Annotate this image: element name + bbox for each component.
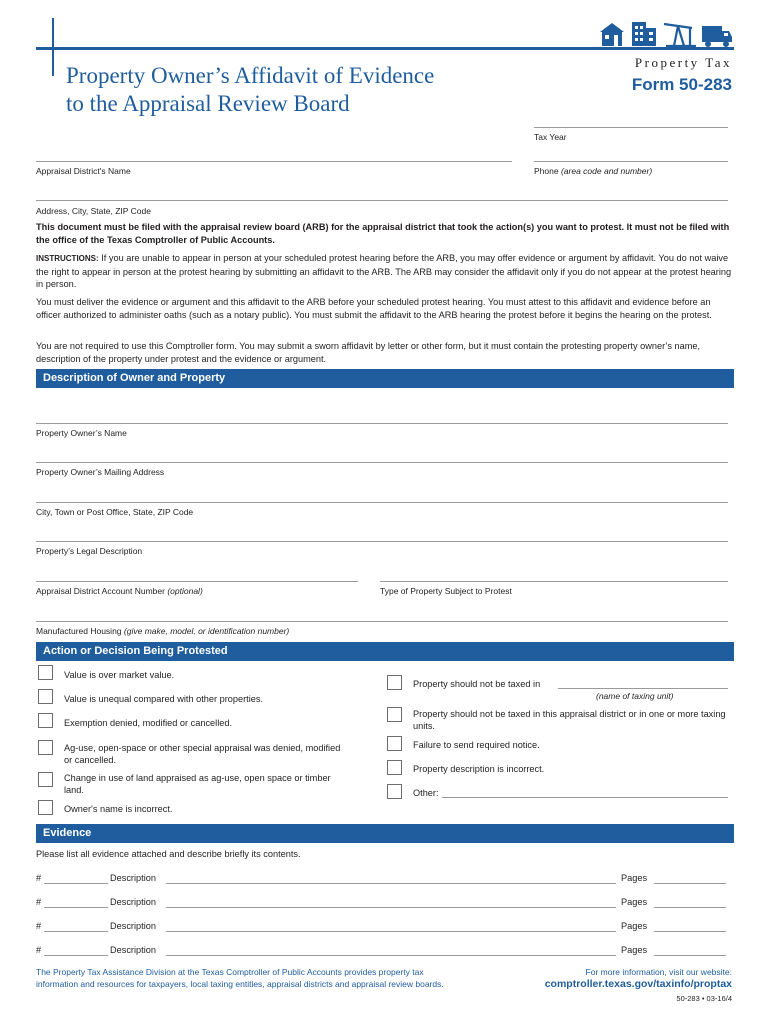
building-icon — [632, 22, 656, 46]
checkbox-not-taxed-in[interactable] — [387, 675, 402, 690]
footer-website-label: For more information, visit our website: — [585, 967, 732, 977]
house-icon — [600, 23, 624, 46]
city-state-zip-field[interactable] — [36, 502, 728, 503]
evidence-number-label: # — [36, 945, 42, 955]
checkbox-change-in-use[interactable] — [38, 772, 53, 787]
evidence-number-label: # — [36, 921, 42, 931]
manufactured-housing-label — [36, 626, 289, 636]
phone-field[interactable] — [534, 161, 728, 162]
evidence-description-field[interactable] — [166, 931, 616, 932]
checkbox-description-incorrect[interactable] — [387, 760, 402, 775]
oil-pump-icon — [664, 24, 696, 46]
form-category: Property Tax — [634, 55, 732, 70]
evidence-pages-field[interactable] — [654, 907, 726, 908]
checkbox-special-appraisal[interactable] — [38, 740, 53, 755]
option-owner-name-incorrect: Owner's name is incorrect. — [64, 804, 173, 814]
taxing-unit-field[interactable] — [558, 688, 728, 689]
evidence-pages-label: Pages — [621, 921, 648, 931]
evidence-pages-label: Pages — [621, 897, 648, 907]
legal-description-label: Property’s Legal Description — [36, 546, 143, 556]
section-owner-property-header — [36, 369, 734, 388]
checkbox-over-market-value[interactable] — [38, 665, 53, 680]
evidence-intro: Please list all evidence attached and describe briefly its contents. — [36, 849, 301, 859]
checkbox-other[interactable] — [387, 784, 402, 799]
evidence-row — [36, 872, 734, 886]
option-description-incorrect: Property description is incorrect. — [413, 764, 545, 774]
section-owner-property-title: Description of Owner and Property — [43, 372, 226, 384]
property-type-field[interactable] — [380, 581, 728, 582]
evidence-pages-label: Pages — [621, 945, 648, 955]
form-number: Form 50-283 — [631, 75, 732, 94]
owner-name-field[interactable] — [36, 423, 728, 424]
city-state-zip-label: City, Town or Post Office, State, ZIP Code — [36, 507, 194, 517]
evidence-description-label: Description — [110, 921, 156, 931]
evidence-number-field[interactable] — [44, 883, 108, 884]
account-number-label-text: Appraisal District Account Number — [36, 586, 165, 596]
tax-year-label: Tax Year — [534, 132, 567, 142]
footer-website — [545, 966, 732, 990]
address-field[interactable] — [36, 200, 728, 201]
phone-label — [534, 166, 652, 176]
evidence-row — [36, 920, 734, 934]
title-line-1: Property Owner’s Affidavit of Evidence — [66, 63, 435, 88]
section-action-header — [36, 642, 734, 661]
evidence-pages-field[interactable] — [654, 955, 726, 956]
evidence-number-label: # — [36, 897, 42, 907]
checkbox-not-taxed-district[interactable] — [387, 707, 402, 722]
evidence-description-label: Description — [110, 873, 156, 883]
optional-form-paragraph: You are not required to use this Comptroller form. You may submit a sworn affidavit by letter or other form, but it must contain the protesting property owner’s name, description of the property under protest and the evidence or argument. — [36, 341, 701, 364]
section-action-title: Action or Decision Being Protested — [43, 645, 228, 657]
evidence-pages-label: Pages — [621, 873, 648, 883]
evidence-description-label: Description — [110, 945, 156, 955]
instructions-label: INSTRUCTIONS: — [36, 254, 99, 263]
evidence-pages-field[interactable] — [654, 931, 726, 932]
option-failure-notice: Failure to send required notice. — [413, 740, 540, 750]
address-label: Address, City, State, ZIP Code — [36, 206, 151, 216]
evidence-pages-field[interactable] — [654, 883, 726, 884]
evidence-description-label: Description — [110, 897, 156, 907]
instructions-paragraph — [36, 252, 734, 291]
footer-description — [36, 966, 444, 990]
manufactured-hint: (give make, model, or identification number) — [123, 626, 290, 636]
checkbox-owner-name-incorrect[interactable] — [38, 800, 53, 815]
account-number-hint: (optional) — [167, 586, 203, 596]
mailing-address-label: Property Owner’s Mailing Address — [36, 467, 165, 477]
filing-notice: This document must be filed with the appraisal review board (ARB) for the appraisal district that took the action(s) you want to protest. It must not be filed with the office of the Texas Comptroller of Public Accounts. — [36, 222, 730, 245]
property-icons — [598, 16, 734, 48]
section-evidence-title: Evidence — [43, 827, 92, 839]
manufactured-housing-field[interactable] — [36, 621, 728, 622]
taxing-unit-hint: (name of taxing unit) — [596, 691, 674, 701]
page-title — [66, 62, 434, 118]
checkbox-exemption-denied[interactable] — [38, 713, 53, 728]
form-revision-code: 50-283 • 03-16/4 — [676, 994, 732, 1003]
evidence-description-field[interactable] — [166, 883, 616, 884]
instructions-text: If you are unable to appear in person at your scheduled protest hearing before the ARB, you may offer evidence or argument by affidavit. You do not waive the right to appear in person at the protest hearing by submitting an affidavit to the ARB. The ARB may consider the affidavit only if you do not appear at the protest hearing in person. — [36, 253, 732, 289]
mailing-address-field[interactable] — [36, 462, 728, 463]
evidence-number-label: # — [36, 873, 42, 883]
property-type-label: Type of Property Subject to Protest — [380, 586, 512, 596]
evidence-row — [36, 944, 734, 958]
checkbox-failure-notice[interactable] — [387, 736, 402, 751]
option-unequal-value: Value is unequal compared with other properties. — [64, 694, 264, 704]
option-other: Other: — [413, 788, 439, 798]
evidence-number-field[interactable] — [44, 907, 108, 908]
evidence-row — [36, 896, 734, 910]
footer-website-link[interactable]: comptroller.texas.gov/taxinfo/proptax — [544, 978, 732, 990]
checkbox-unequal-value[interactable] — [38, 689, 53, 704]
footer-line-1: The Property Tax Assistance Division at the Texas Comptroller of Public Accounts provides property tax — [36, 967, 424, 977]
district-name-field[interactable] — [36, 161, 512, 162]
evidence-description-field[interactable] — [166, 907, 616, 908]
district-name-label: Appraisal District's Name — [36, 166, 131, 176]
tax-year-field[interactable] — [534, 127, 728, 128]
evidence-description-field[interactable] — [166, 955, 616, 956]
option-exemption-denied: Exemption denied, modified or cancelled. — [64, 718, 233, 728]
section-evidence-header — [36, 824, 734, 843]
option-over-market-value: Value is over market value. — [64, 670, 175, 680]
phone-label-text: Phone — [534, 166, 559, 176]
truck-icon — [702, 26, 732, 47]
manufactured-label-text: Manufactured Housing — [36, 626, 122, 636]
title-line-2: to the Appraisal Review Board — [66, 91, 350, 116]
legal-description-field[interactable] — [36, 541, 728, 542]
option-special-appraisal: Ag-use, open-space or other special appraisal was denied, modified or cancelled. — [64, 743, 341, 765]
option-not-taxed-in: Property should not be taxed in — [413, 679, 541, 689]
evidence-number-field[interactable] — [44, 931, 108, 932]
account-number-label — [36, 586, 203, 596]
option-change-in-use: Change in use of land appraised as ag-use, open space or timber land. — [64, 773, 331, 795]
owner-name-label: Property Owner’s Name — [36, 428, 127, 438]
other-field[interactable] — [442, 797, 728, 798]
evidence-number-field[interactable] — [44, 955, 108, 956]
account-number-field[interactable] — [36, 581, 358, 582]
delivery-paragraph: You must deliver the evidence or argument and this affidavit to the ARB before your scheduled protest hearing. You must attest to this affidavit and evidence before an officer authorized to administer oaths (such as a notary public). You must submit the affidavit to the ARB hearing the protest before it begins the hearing on the protest. — [36, 297, 712, 320]
footer-line-2: information and resources for taxpayers, local taxing entities, appraisal districts and appraisal review boards. — [36, 979, 444, 989]
phone-hint: (area code and number) — [560, 166, 653, 176]
option-not-taxed-district: Property should not be taxed in this appraisal district or in one or more taxing units. — [413, 709, 726, 731]
